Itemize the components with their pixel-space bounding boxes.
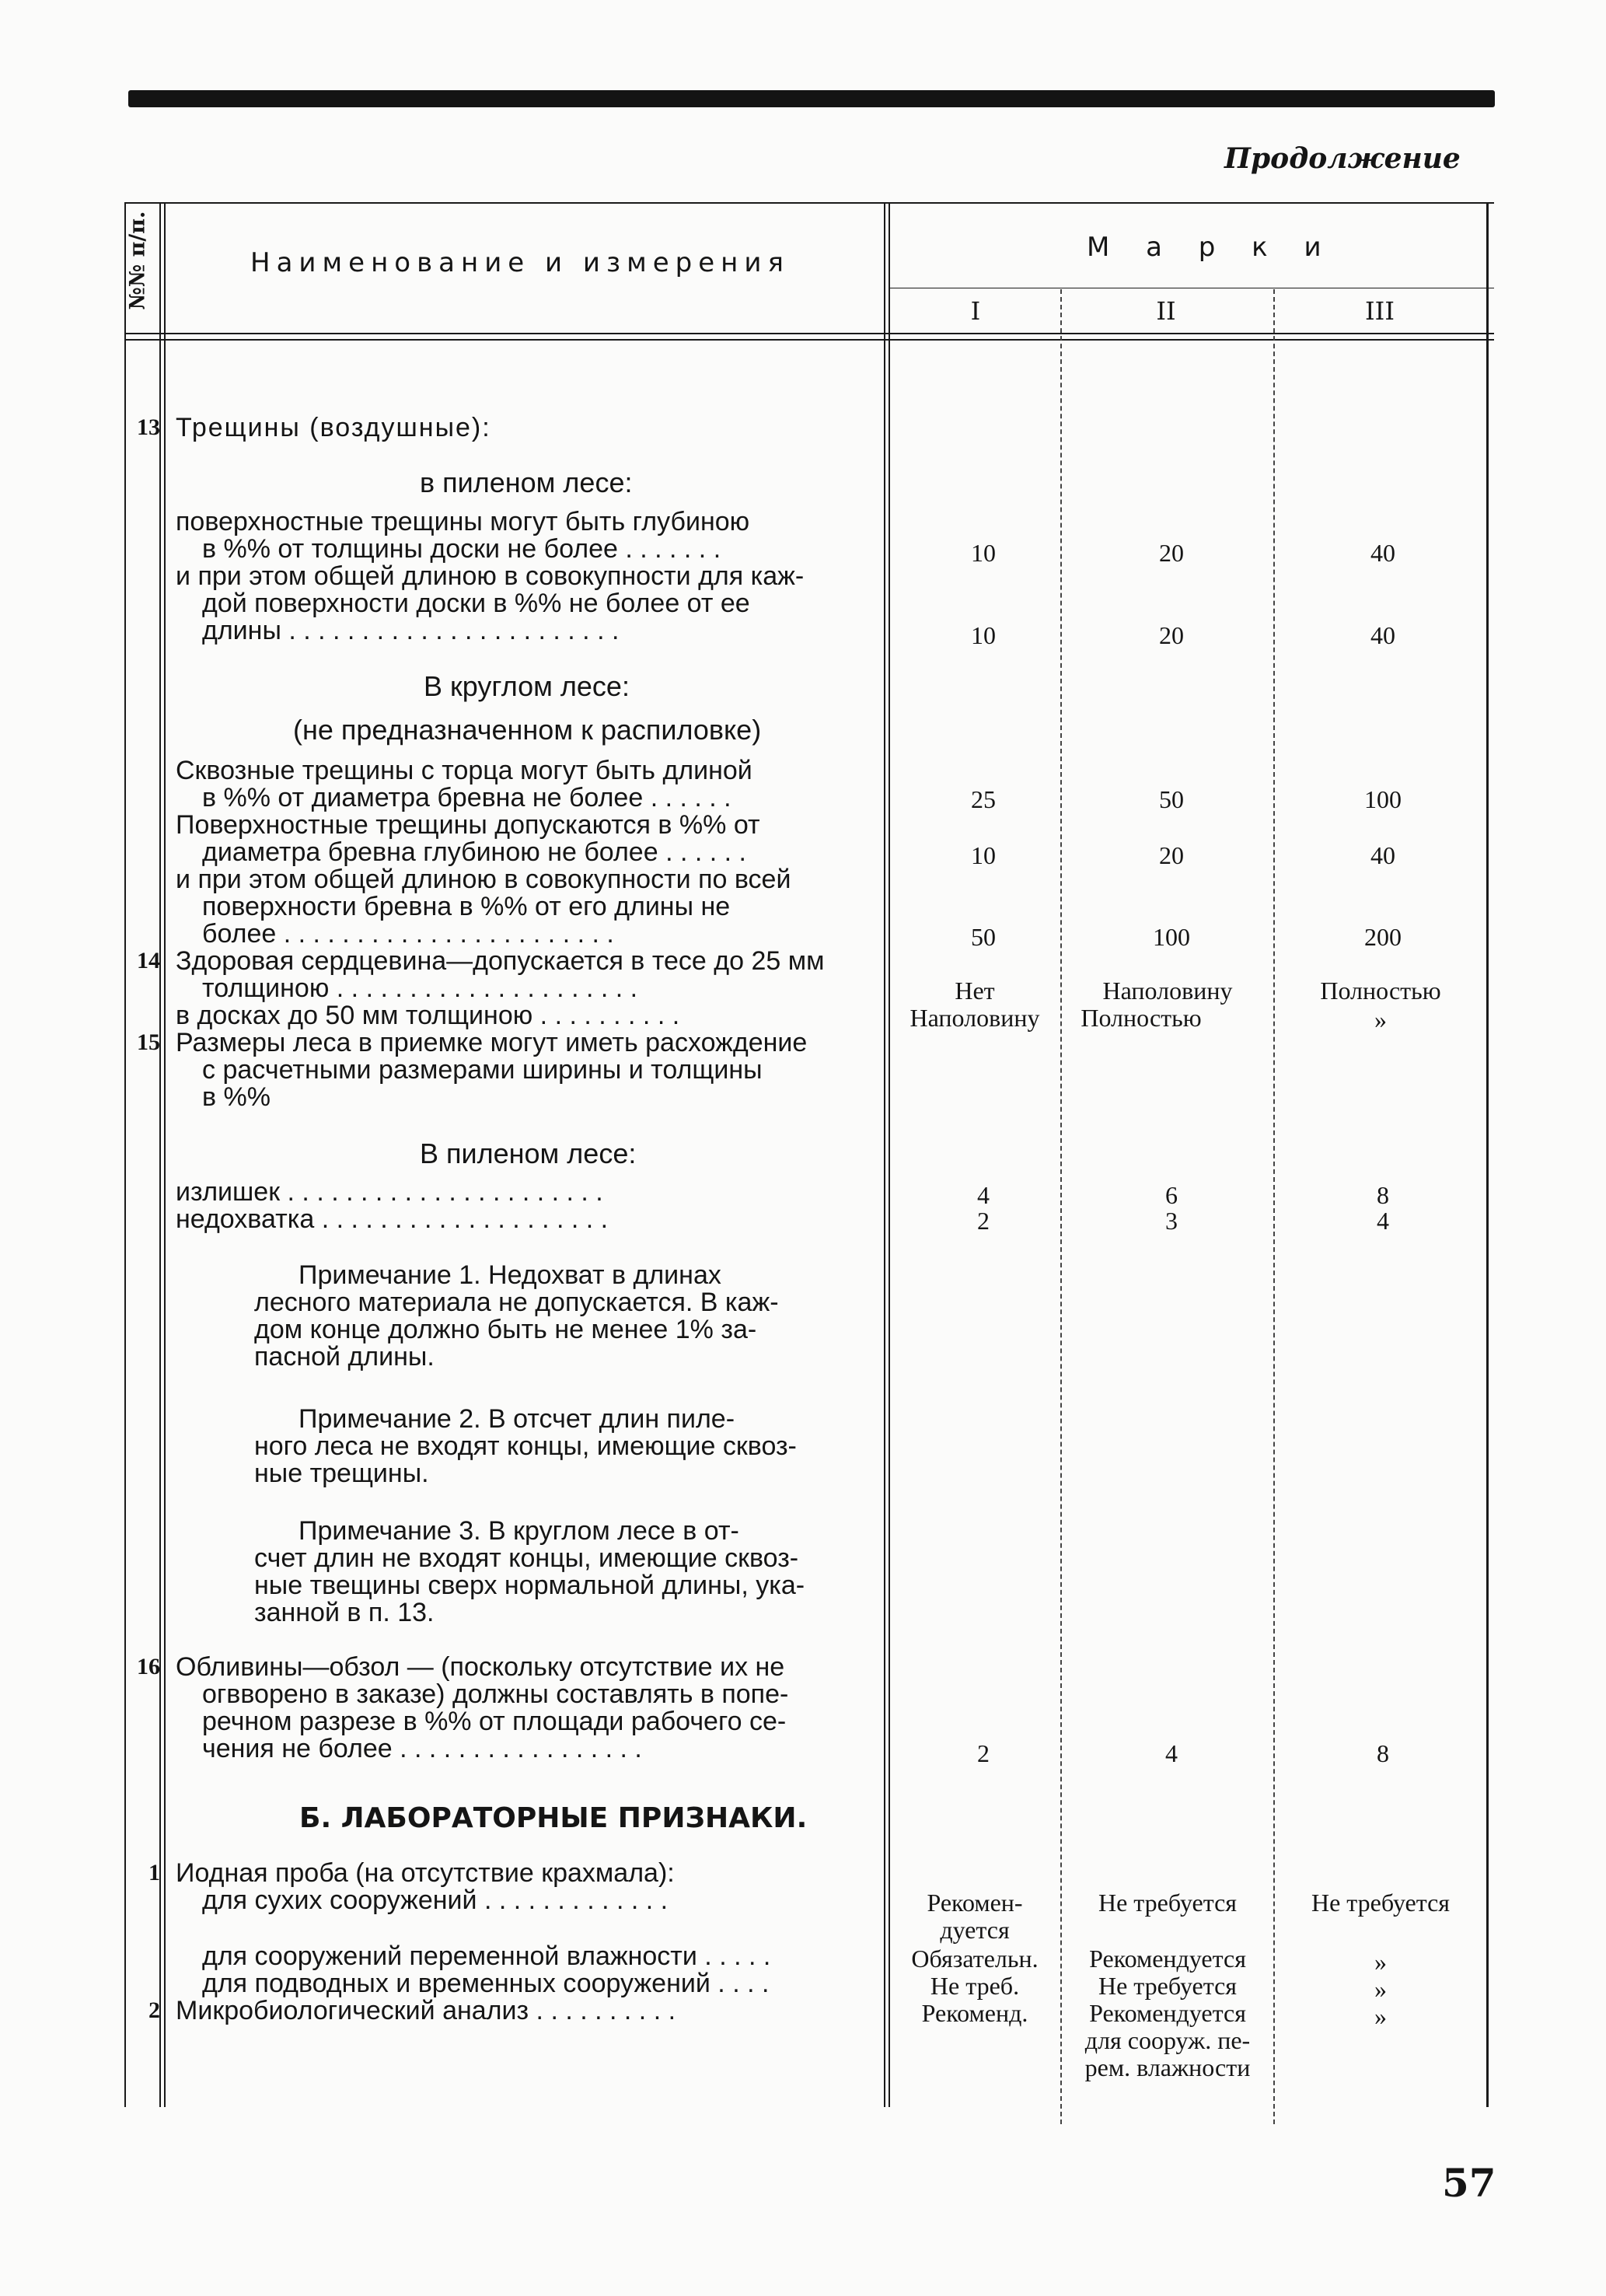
value-cell: 40 — [1370, 841, 1395, 869]
text-line: поверхности бревна в %% от его длины не — [202, 892, 731, 921]
value-cell: 10 — [971, 841, 996, 869]
value-cell: Полностью — [1081, 1004, 1202, 1032]
row-number: 16 — [137, 1654, 160, 1679]
value-cell: 20 — [1159, 621, 1184, 649]
value-cell: Не треб. — [930, 1972, 1020, 2000]
name-col-rule-2 — [889, 202, 890, 2107]
num-col-rule-2 — [164, 202, 166, 2107]
text-line: Микробиологический анализ . . . . . . . . . . — [176, 1996, 676, 2025]
row-number: 14 — [137, 948, 160, 973]
note-1-line: Примечание 1. Недохват в длинах — [299, 1260, 721, 1290]
text-line: толщиною . . . . . . . . . . . . . . . . . . . . . — [202, 973, 638, 1003]
value-cell: 2 — [977, 1207, 990, 1235]
value-cell: Нет — [955, 977, 995, 1005]
text-line: для сооружений переменной влажности . . . . . — [202, 1941, 771, 1971]
value-cell: Полностью — [1320, 977, 1441, 1005]
grade-col-divider-1 — [1060, 289, 1062, 2124]
grade-II-header: II — [1156, 296, 1176, 326]
note-1-line: пасной длины. — [254, 1342, 435, 1372]
value-cell: » — [1374, 2002, 1387, 2030]
value-cell: Обязательн. — [911, 1945, 1039, 1973]
marks-header: М а р к и — [1087, 232, 1335, 263]
note-3-line: занной в п. 13. — [254, 1598, 435, 1627]
value-cell: 100 — [1153, 923, 1190, 951]
text-line: чения не более . . . . . . . . . . . . . . . . . — [202, 1734, 642, 1763]
note-2-line: ного леса не входят концы, имеющие сквоз- — [254, 1431, 797, 1461]
value-cell: 6 — [1165, 1181, 1178, 1209]
note-2-line: ные трещины. — [254, 1459, 429, 1488]
note-1-line: дом конце должно быть не менее 1% за- — [254, 1315, 757, 1344]
grade-I-header: I — [970, 296, 981, 326]
text-line: поверхностные трещины могут быть глубиною — [176, 507, 750, 536]
num-col-rule-1 — [159, 202, 161, 2107]
value-cell: 10 — [971, 539, 996, 567]
value-cell: для сооруж. пе- — [1084, 2026, 1251, 2054]
value-cell: 40 — [1370, 621, 1395, 649]
round-wood-heading: В круглом лесе: — [424, 670, 630, 702]
name-column-header: Наименование и измерения — [250, 247, 790, 278]
text-line: в досках до 50 мм толщиною . . . . . . . . . . — [176, 1001, 680, 1030]
header-rule-1 — [124, 333, 1494, 334]
text-line: и при этом общей длиною в совокупности для каж- — [176, 561, 805, 591]
value-cell: Рекомендуется — [1089, 1945, 1246, 1973]
value-cell: 3 — [1165, 1207, 1178, 1235]
round-wood-subheading: (не предназначенном к распиловке) — [293, 714, 762, 746]
value-cell: Рекоменд. — [921, 1999, 1028, 2027]
note-3-line: счет длин не входят концы, имеющие сквоз- — [254, 1543, 799, 1573]
text-line: длины . . . . . . . . . . . . . . . . . . . . . . . — [202, 616, 620, 645]
right-border — [1486, 202, 1489, 2107]
value-cell: 40 — [1370, 539, 1395, 567]
value-cell: рем. влажности — [1084, 2053, 1251, 2081]
note-1-line: лесного материала не допускается. В каж- — [254, 1288, 779, 1317]
text-line: дой поверхности доски в %% не более от ее — [202, 589, 750, 618]
text-line: диаметра бревна глубиною не более . . . . . . — [202, 837, 746, 867]
value-cell: 50 — [1159, 785, 1184, 813]
value-cell: Рекомендуется — [1089, 1999, 1246, 2027]
value-cell: 100 — [1364, 785, 1402, 813]
note-3-line: ные твещины сверх нормальной длины, ука- — [254, 1571, 805, 1600]
value-cell: » — [1374, 1948, 1387, 1976]
sawn-wood-heading: В пиленом лесе: — [420, 1138, 637, 1169]
text-line: для подводных и временных сооружений . . . . — [202, 1969, 770, 1998]
continuation-label: Продолжение — [1224, 142, 1461, 175]
section-b-title: Б. ЛАБОРАТОРНЫЕ ПРИЗНАКИ. — [299, 1802, 808, 1834]
text-line: в %% от толщины доски не более . . . . . . . — [202, 534, 721, 564]
row-number: 1 — [148, 1860, 160, 1885]
text-line: Поверхностные трещины допускаются в %% от — [176, 810, 760, 840]
text-line: для сухих сооружений . . . . . . . . . . . . . — [202, 1885, 669, 1915]
value-cell: 4 — [1377, 1207, 1389, 1235]
row-number: 13 — [137, 414, 160, 440]
value-cell: 4 — [977, 1181, 990, 1209]
text-line: Иодная проба (на отсутствие крахмала): — [176, 1858, 675, 1888]
note-2-line: Примечание 2. В отсчет длин пиле- — [299, 1404, 735, 1434]
value-cell: Наполовину — [1102, 977, 1233, 1005]
grade-III-header: III — [1365, 296, 1395, 326]
value-cell: » — [1374, 1005, 1387, 1033]
value-cell: Не требуется — [1098, 1889, 1238, 1917]
row-number: 2 — [148, 1997, 160, 2023]
page-number: 57 — [1442, 2160, 1496, 2206]
text-line: в %% от диаметра бревна не более . . . . . . — [202, 783, 731, 813]
value-cell: Наполовину — [909, 1004, 1040, 1032]
value-cell: 20 — [1159, 841, 1184, 869]
value-cell: 4 — [1165, 1739, 1178, 1767]
left-border — [124, 202, 126, 2107]
value-cell: 200 — [1364, 923, 1402, 951]
top-rule — [128, 90, 1495, 107]
text-line: огвворено в заказе) должны составлять в попе- — [202, 1679, 789, 1709]
row-13-title: Трещины (воздушные): — [176, 413, 491, 442]
text-line: речном разрезе в %% от площади рабочего се- — [202, 1707, 787, 1736]
text-line: Размеры леса в приемке могут иметь расхождение — [176, 1028, 808, 1057]
text-line: Обливины—обзол — (поскольку отсутствие их не — [176, 1652, 785, 1682]
sawn-wood-heading: в пиленом лесе: — [420, 467, 633, 498]
value-cell: Не требуется — [1311, 1889, 1451, 1917]
grade-col-divider-2 — [1273, 289, 1275, 2124]
value-cell: 8 — [1377, 1739, 1389, 1767]
text-line: Здоровая сердцевина—допускается в тесе до 25 мм — [176, 946, 825, 976]
value-cell: 8 — [1377, 1181, 1389, 1209]
text-line: и при этом общей длиною в совокупности по всей — [176, 865, 791, 894]
value-cell: 25 — [971, 785, 996, 813]
value-cell: 20 — [1159, 539, 1184, 567]
value-cell: 10 — [971, 621, 996, 649]
table-top-rule — [124, 202, 1494, 204]
value-cell: 2 — [977, 1739, 990, 1767]
text-line: в %% — [202, 1082, 271, 1112]
value-cell: » — [1374, 1975, 1387, 2003]
text-line: Сквозные трещины с торца могут быть длиной — [176, 756, 752, 785]
note-3-line: Примечание 3. В круглом лесе в от- — [299, 1516, 739, 1546]
text-line: излишек . . . . . . . . . . . . . . . . . . . . . . — [176, 1177, 603, 1207]
value-cell: Рекомен- — [927, 1889, 1023, 1917]
value-cell: Не требуется — [1098, 1972, 1238, 2000]
name-col-rule-1 — [884, 202, 885, 2107]
row-number: 15 — [137, 1029, 160, 1055]
text-line: недохватка . . . . . . . . . . . . . . . . . . . . — [176, 1204, 609, 1234]
value-cell: дуется — [940, 1916, 1010, 1944]
text-line: более . . . . . . . . . . . . . . . . . . . . . . . — [202, 919, 614, 949]
value-cell: 50 — [971, 923, 996, 951]
text-line: с расчетными размерами ширины и толщины — [202, 1055, 763, 1085]
header-rule-2 — [124, 339, 1494, 341]
num-column-header: №№ п/п. — [125, 211, 150, 309]
